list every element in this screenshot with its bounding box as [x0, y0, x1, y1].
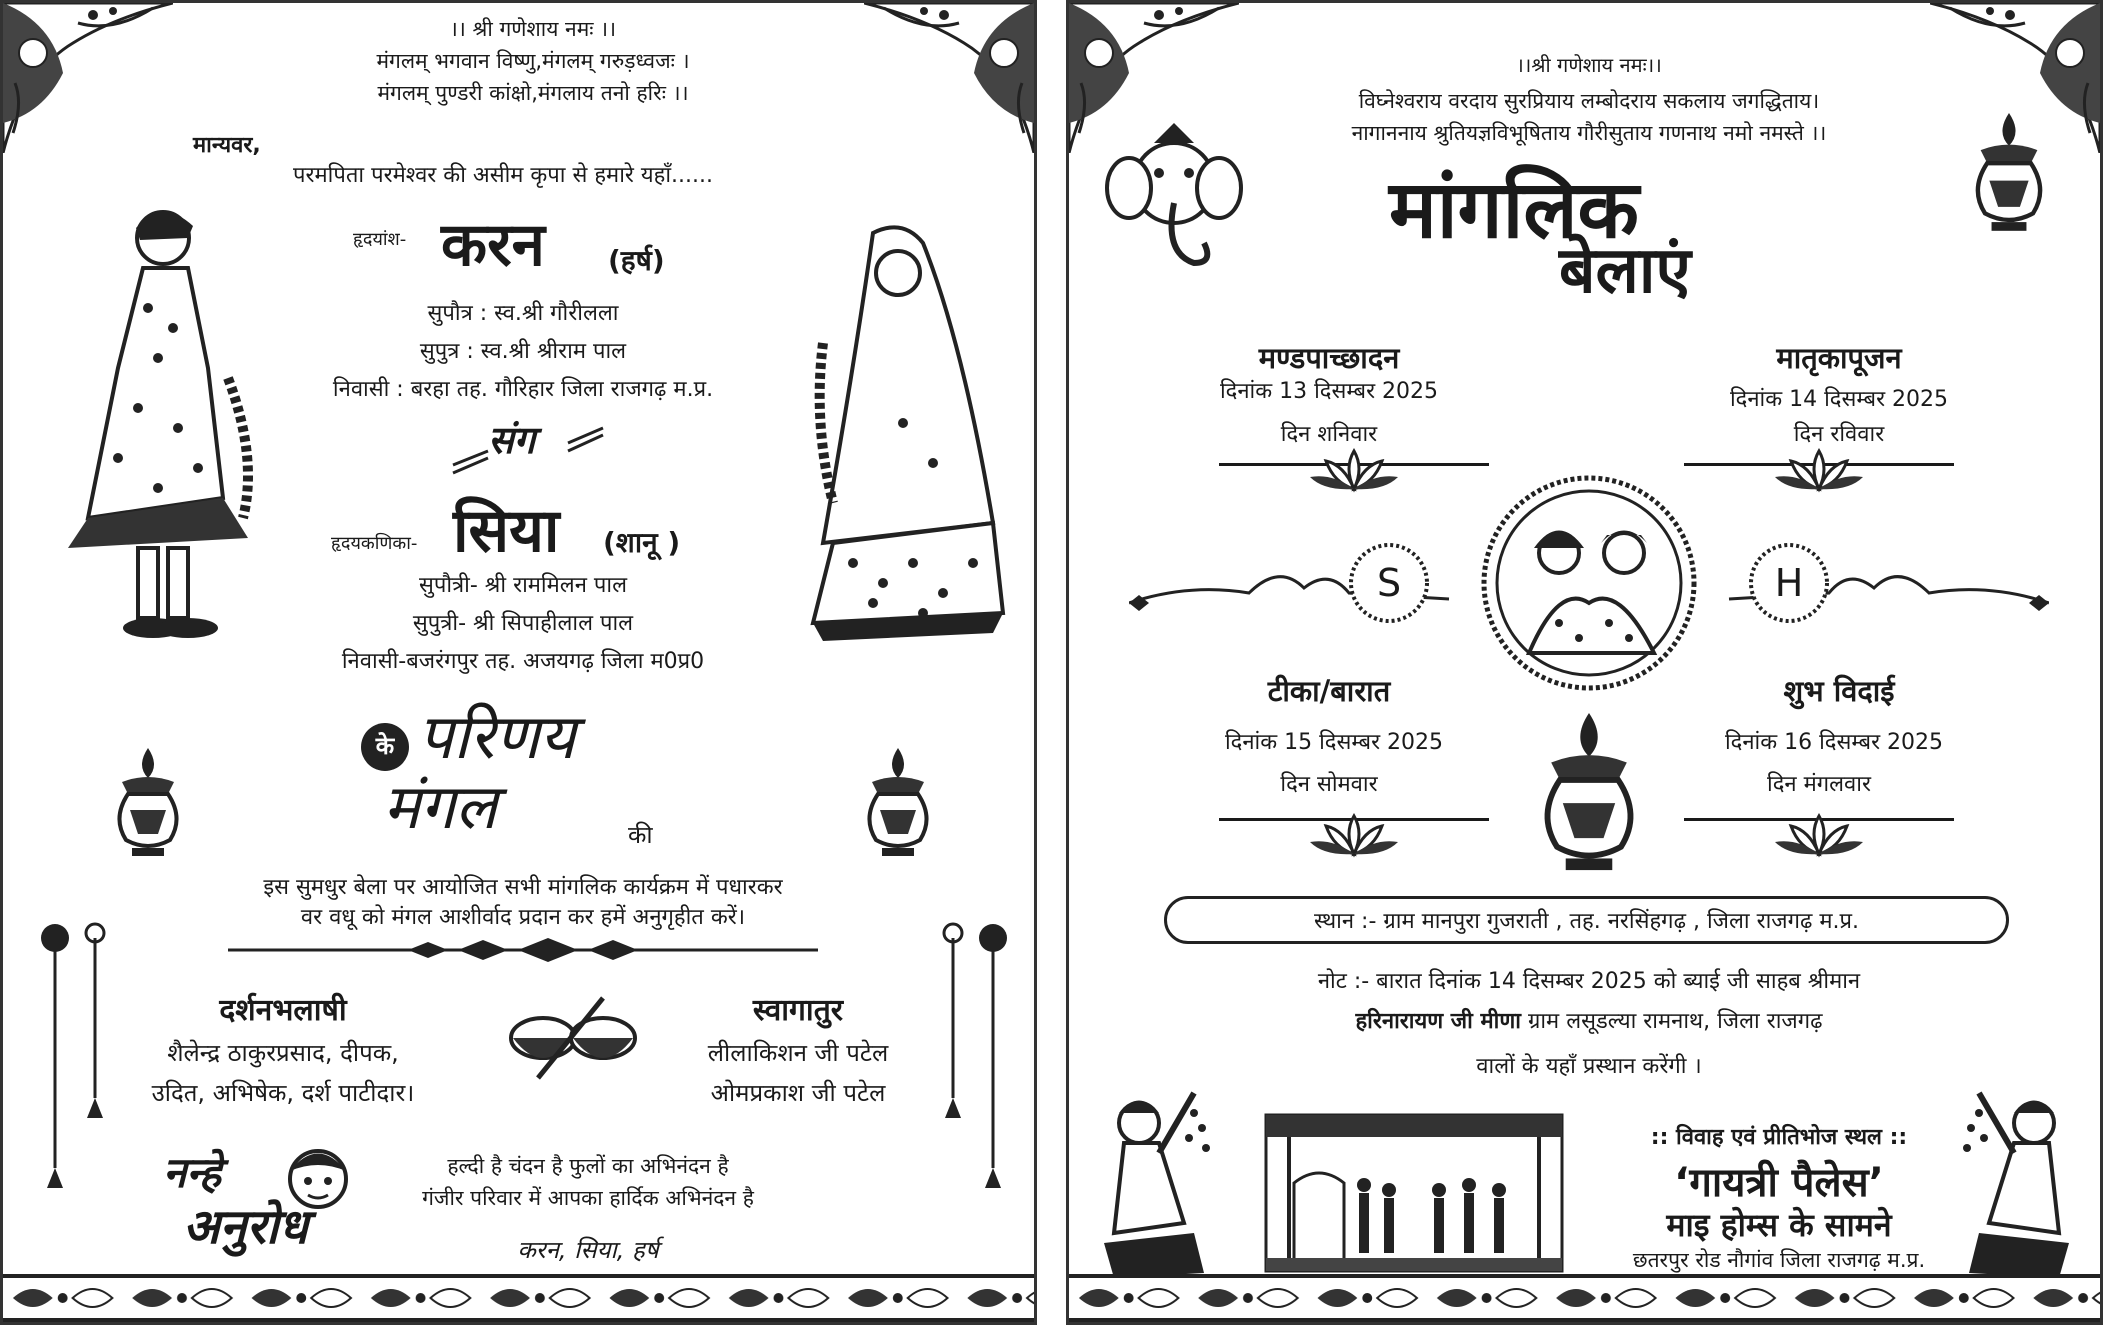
anurodh-text: अनुरोध: [183, 1199, 308, 1255]
swagat-line: लीलाकिशन जी पटेल: [707, 1039, 889, 1067]
intro-text: परमपिता परमेश्वर की असीम कृपा से हमारे यहाँ......: [293, 163, 713, 188]
mantra-line: ।। श्री गणेशाय नमः ।।: [449, 17, 617, 41]
left-invitation-card: [0, 0, 1037, 1325]
event-date: दिनांक 14 दिसम्बर 2025: [1729, 387, 1949, 412]
kalash-icon: [108, 748, 188, 858]
wedding-hall-illustration-icon: [1264, 1113, 1564, 1273]
note-bold-name: हरिनारायण जी मीणा: [1355, 1009, 1521, 1034]
bride-name: सिया: [453, 496, 560, 566]
corner-ornament-icon: [864, 3, 1034, 153]
groom-detail-line: सुपौत्र : स्व.श्री गौरीलला: [427, 301, 619, 326]
event-name: टीका/बारात: [1267, 674, 1391, 708]
event-date: दिनांक 16 दिसम्बर 2025: [1724, 730, 1944, 755]
mantra-line: मंगलम् भगवान विष्णु,मंगलम् गरुड़ध्वजः ।: [376, 49, 690, 73]
mantra-line: मंगलम् पुण्डरी कांक्षो,मंगलाय तनो हरिः ।।: [377, 81, 689, 105]
parinay-title: परिणय: [418, 700, 576, 773]
note-line: नोट :- बारात दिनांक 14 दिसम्बर 2025 को ब्याई जी साहब श्रीमान: [1317, 969, 1861, 994]
event-day: दिन मंगलवार: [1767, 772, 1871, 797]
darshan-line: शैलेन्द्र ठाकुरप्रसाद, दीपक,: [167, 1039, 399, 1067]
child-face-icon: [278, 1141, 358, 1211]
bride-detail-line: सुपुत्री- श्री सिपाहीलाल पाल: [412, 611, 634, 636]
groom-nickname: (हर्ष): [608, 244, 665, 277]
hall-landmark: माइ होम्स के सामने: [1666, 1206, 1892, 1244]
ki-text: की: [628, 821, 653, 849]
corner-ornament-icon: [3, 3, 173, 153]
signature-names: करन, सिया, हर्ष: [517, 1236, 659, 1264]
bride-detail-line: निवासी-बजरंगपुर तह. अजयगढ़ जिला म0प्र0: [341, 649, 705, 674]
shloka-line: नागाननाय श्रुतियज्ञविभूषिताय गौरीसुताय गणनाथ नमो नमस्ते ।।: [1351, 121, 1827, 145]
floral-stem-icon: [933, 918, 1023, 1188]
kalash-icon: [1954, 113, 2064, 233]
ganesh-mantra: ।।श्री गणेशाय नमः।।: [1516, 53, 1662, 77]
invite-line: वर वधू को मंगल आशीर्वाद प्रदान कर हमें अनुगृहीत करें।: [300, 905, 746, 930]
salutation: मान्यवर,: [193, 133, 261, 158]
ke-badge: के: [361, 723, 409, 771]
swagat-title: स्वागातुर: [752, 993, 844, 1028]
event-date: दिनांक 15 दिसम्बर 2025: [1224, 730, 1444, 755]
shloka-line: विघ्नेश्वराय वरदाय सुरप्रियाय लम्बोदराय सकलाय जगद्धिताय।: [1358, 89, 1820, 113]
event-day: दिन रविवार: [1793, 422, 1885, 447]
initial-badge: S: [1376, 561, 1402, 605]
groom-detail-line: निवासी : बरहा तह. गौरिहार जिला राजगढ़ म.प्र.: [332, 377, 714, 402]
bottom-border-icon: [3, 1274, 1034, 1322]
event-day: दिन शनिवार: [1280, 422, 1378, 447]
welcome-figure-icon: [1094, 1073, 1224, 1283]
event-day: दिन सोमवार: [1280, 772, 1378, 797]
mangal-title: मंगल: [383, 770, 498, 843]
bride-details: [283, 567, 763, 681]
ganesha-icon: [1104, 113, 1244, 293]
event-name: मण्डपाच्छादन: [1258, 341, 1400, 375]
mangalik-title: मांगलिक: [1389, 163, 1639, 256]
darshan-title: दर्शनभलाषी: [219, 993, 347, 1028]
haldi-line: हल्दी है चंदन है फुलों का अभिनंदन है: [447, 1154, 729, 1178]
darshan-line: उदित, अभिषेक, दर्श पाटीदार।: [151, 1079, 415, 1107]
note-line: वालों के यहाँ प्रस्थान करेंगी ।: [1476, 1054, 1702, 1079]
haldi-line: गंजीर परिवार में आपका हार्दिक अभिनंदन है: [422, 1186, 754, 1210]
diamond-divider-icon: [228, 938, 818, 962]
right-invitation-card: [1066, 0, 2103, 1325]
note-text: ग्राम लसूडल्या रामनाथ, जिला राजगढ़: [1527, 1009, 1823, 1034]
venue-text: स्थान :- ग्राम मानपुरा गुजराती , तह. नरसिंहगढ़ , जिला राजगढ़ म.प्र.: [1313, 909, 1860, 934]
lotus-icon: [1769, 808, 1869, 858]
belayen-title: बेलाएं: [1559, 234, 1691, 308]
event-date: दिनांक 13 दिसम्बर 2025: [1219, 379, 1439, 404]
hall-label: :: विवाह एवं प्रीतिभोज स्थल ::: [1650, 1125, 1908, 1150]
haldi-text: [378, 1150, 798, 1214]
invite-line: इस सुमधुर बेला पर आयोजित सभी मांगलिक कार्यक्रम में पधारकर: [263, 875, 783, 900]
groom-illustration-icon: [48, 198, 268, 658]
swagat-line: ओमप्रकाश जी पटेल: [710, 1079, 886, 1107]
flourish-icon: [448, 423, 608, 483]
event-name: मातृकापूजन: [1776, 341, 1902, 375]
hall-name: ‘गायत्री पैलेस’: [1674, 1160, 1884, 1206]
swagat-names: [658, 1033, 938, 1113]
kalash-icon: [858, 748, 938, 858]
sang-ornament: संग: [488, 418, 536, 462]
groom-prefix: हृदयांश-: [353, 229, 407, 250]
bride-detail-line: सुपौत्री- श्री राममिलन पाल: [418, 573, 628, 598]
lotus-icon: [1304, 808, 1404, 858]
kalash-icon: [1529, 713, 1649, 873]
initial-badge: H: [1774, 561, 1804, 605]
note-line-2: [1199, 1005, 1979, 1035]
floral-stem-icon: [25, 918, 115, 1188]
dhol-drum-icon: [508, 993, 638, 1083]
bride-prefix: हृदयकणिका-: [331, 533, 418, 554]
groom-name: करन: [441, 210, 545, 280]
hall-address: छतरपुर रोड नौगांव जिला राजगढ़ म.प्र.: [1632, 1248, 1926, 1272]
shloka-block: [1259, 85, 1919, 149]
bottom-border-icon: [1069, 1274, 2100, 1322]
mantra-block: [293, 13, 773, 109]
groom-details: [283, 295, 763, 409]
monogram-ornament-icon: [1129, 473, 2049, 693]
groom-detail-line: सुपुत्र : स्व.श्री श्रीराम पाल: [419, 339, 627, 364]
event-name: शुभ विदाई: [1783, 674, 1895, 708]
darshan-names: [113, 1033, 453, 1113]
bride-nickname: (शानू ): [603, 526, 681, 559]
bride-illustration-icon: [793, 223, 1013, 663]
invite-text: [113, 873, 933, 933]
nanhe-text: नन्हे: [163, 1148, 222, 1197]
